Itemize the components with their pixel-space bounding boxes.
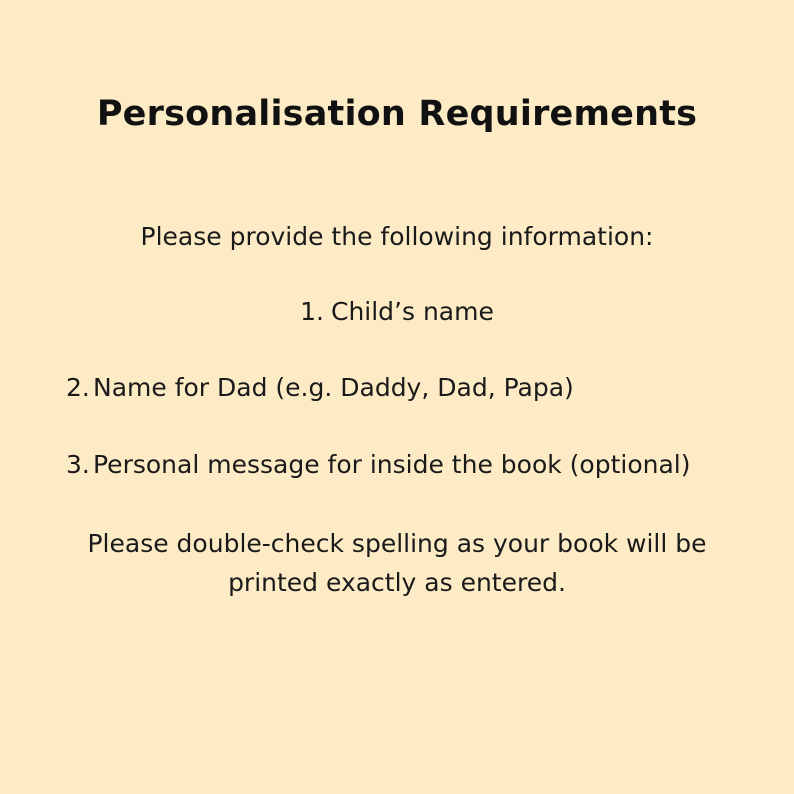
requirement-number: 1. [300, 297, 324, 326]
requirement-text: Name for Dad (e.g. Daddy, Dad, Papa) [93, 373, 574, 402]
requirement-item-personal-message [66, 448, 691, 482]
requirement-item-dad-name [66, 371, 574, 405]
spelling-note: Please double-check spelling as your book will be printed exactly as entered. [87, 529, 707, 597]
intro-text: Please provide the following information: [140, 222, 654, 251]
page-title: Personalisation Requirements [96, 94, 698, 134]
requirement-text: Personal message for inside the book (optional) [93, 450, 691, 479]
requirement-item-child-name [0, 295, 794, 329]
requirement-number: 3. [66, 450, 90, 479]
requirement-text: Child’s name [330, 297, 494, 326]
requirement-number: 2. [66, 373, 90, 402]
